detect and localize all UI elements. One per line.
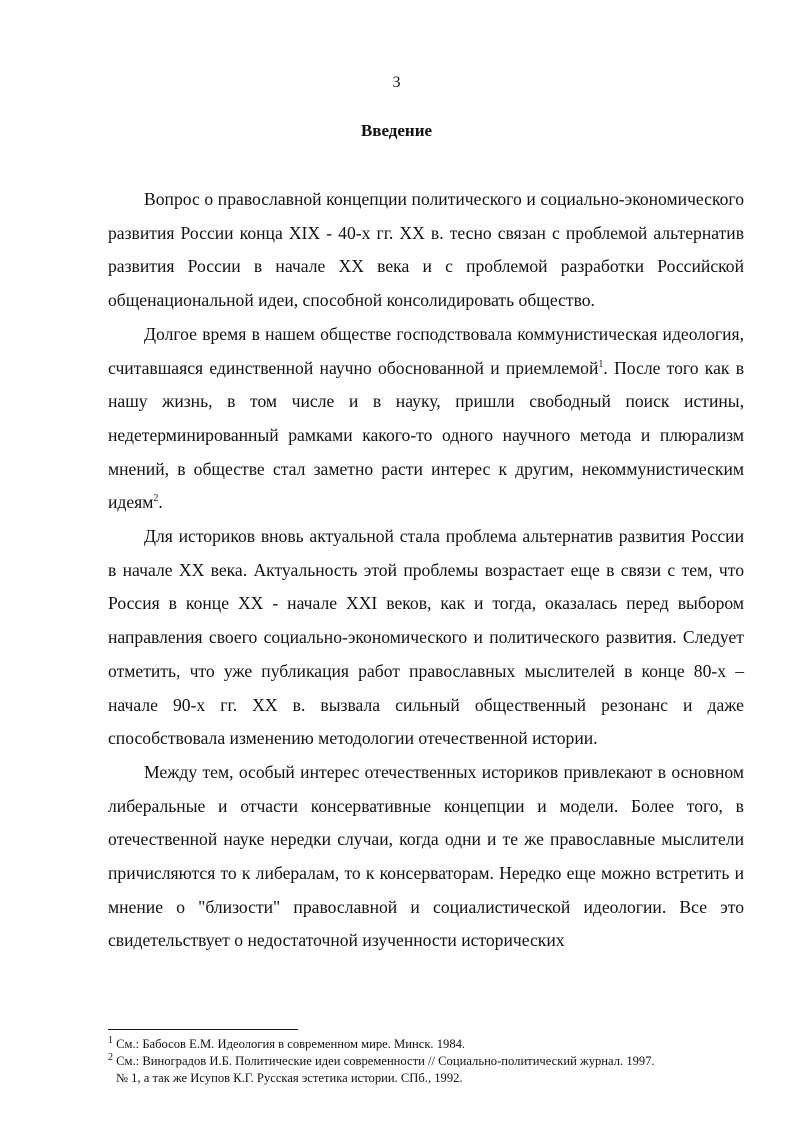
footnote-2-text: См.: Виноградов И.Б. Политические идеи современности // Социально-политический журнал. 1997.: [116, 1054, 655, 1068]
footnote-2: [108, 1053, 748, 1070]
footnote-1-number: 1: [108, 1034, 113, 1046]
paragraph-3: Для историков вновь актуальной стала проблема альтернатив развития России в начале XX века. Актуальность этой проблемы возрастает еще в связи с тем, что Россия в конце XX - начале XXI веков, как и тогда, оказалась перед выбором направления своего социально-экономического и политического развития. Следует отметить, что уже публикация работ православных мыслителей в конце 80-х – начале 90-х гг. XX в. вызвала сильный общественный резонанс и даже способствовала изменению методологии отечественной истории.: [108, 526, 744, 749]
footnote-2-continuation: № 1, а так же Исупов К.Г. Русская эстетика истории. СПб., 1992.: [116, 1071, 463, 1085]
footnote-ref-1[interactable]: 1: [598, 358, 604, 370]
footnote-ref-2[interactable]: 2: [153, 493, 159, 505]
paragraph-4: Между тем, особый интерес отечественных историков привлекают в основном либеральные и отчасти консервативные концепции и модели. Более того, в отечественной науке нередки случаи, когда одни и те же православные мыслители причисляются то к либералам, то к консерваторам. Нередко еще можно встретить и мнение о "близости" православной и социалистической идеологии. Все это свидетельствует о недостаточной изученности исторических: [108, 761, 744, 951]
paragraph-1: Вопрос о православной концепции политического и социально-экономического развития России конца XIX - 40-х гг. XX в. тесно связан с проблемой альтернатив развития России в начале XX века и с проблемой разработки Российской общенациональной идеи, способной консолидировать общество.: [108, 189, 744, 311]
paragraph-2-part-1: Долгое время в нашем обществе господствовала коммунистическая идеология, считавшаяся единственной научно обоснованной и приемлемой: [108, 323, 744, 378]
footnotes: [108, 1036, 748, 1087]
footnote-2-number: 2: [108, 1051, 113, 1063]
page-title: Введение: [360, 121, 433, 140]
footnote-rule: [108, 1029, 298, 1030]
footnote-1-text: См.: Бабосов Е.М. Идеология в современном мире. Минск. 1984.: [116, 1037, 466, 1051]
paragraph-2-part-2: . После того как в нашу жизнь, в том числе и в науку, пришли свободный поиск истины, недетерминированный рамками какого-то одного научного метода и плюрализм мнений, в обществе стал заметно расти интерес к другим, некоммунистическим идеям: [108, 357, 744, 513]
body-text: [108, 183, 744, 958]
page-number: 3: [392, 74, 401, 91]
paragraph-2: [108, 318, 744, 520]
paragraph-2-part-3: .: [158, 492, 163, 513]
footnote-1: [108, 1036, 748, 1053]
